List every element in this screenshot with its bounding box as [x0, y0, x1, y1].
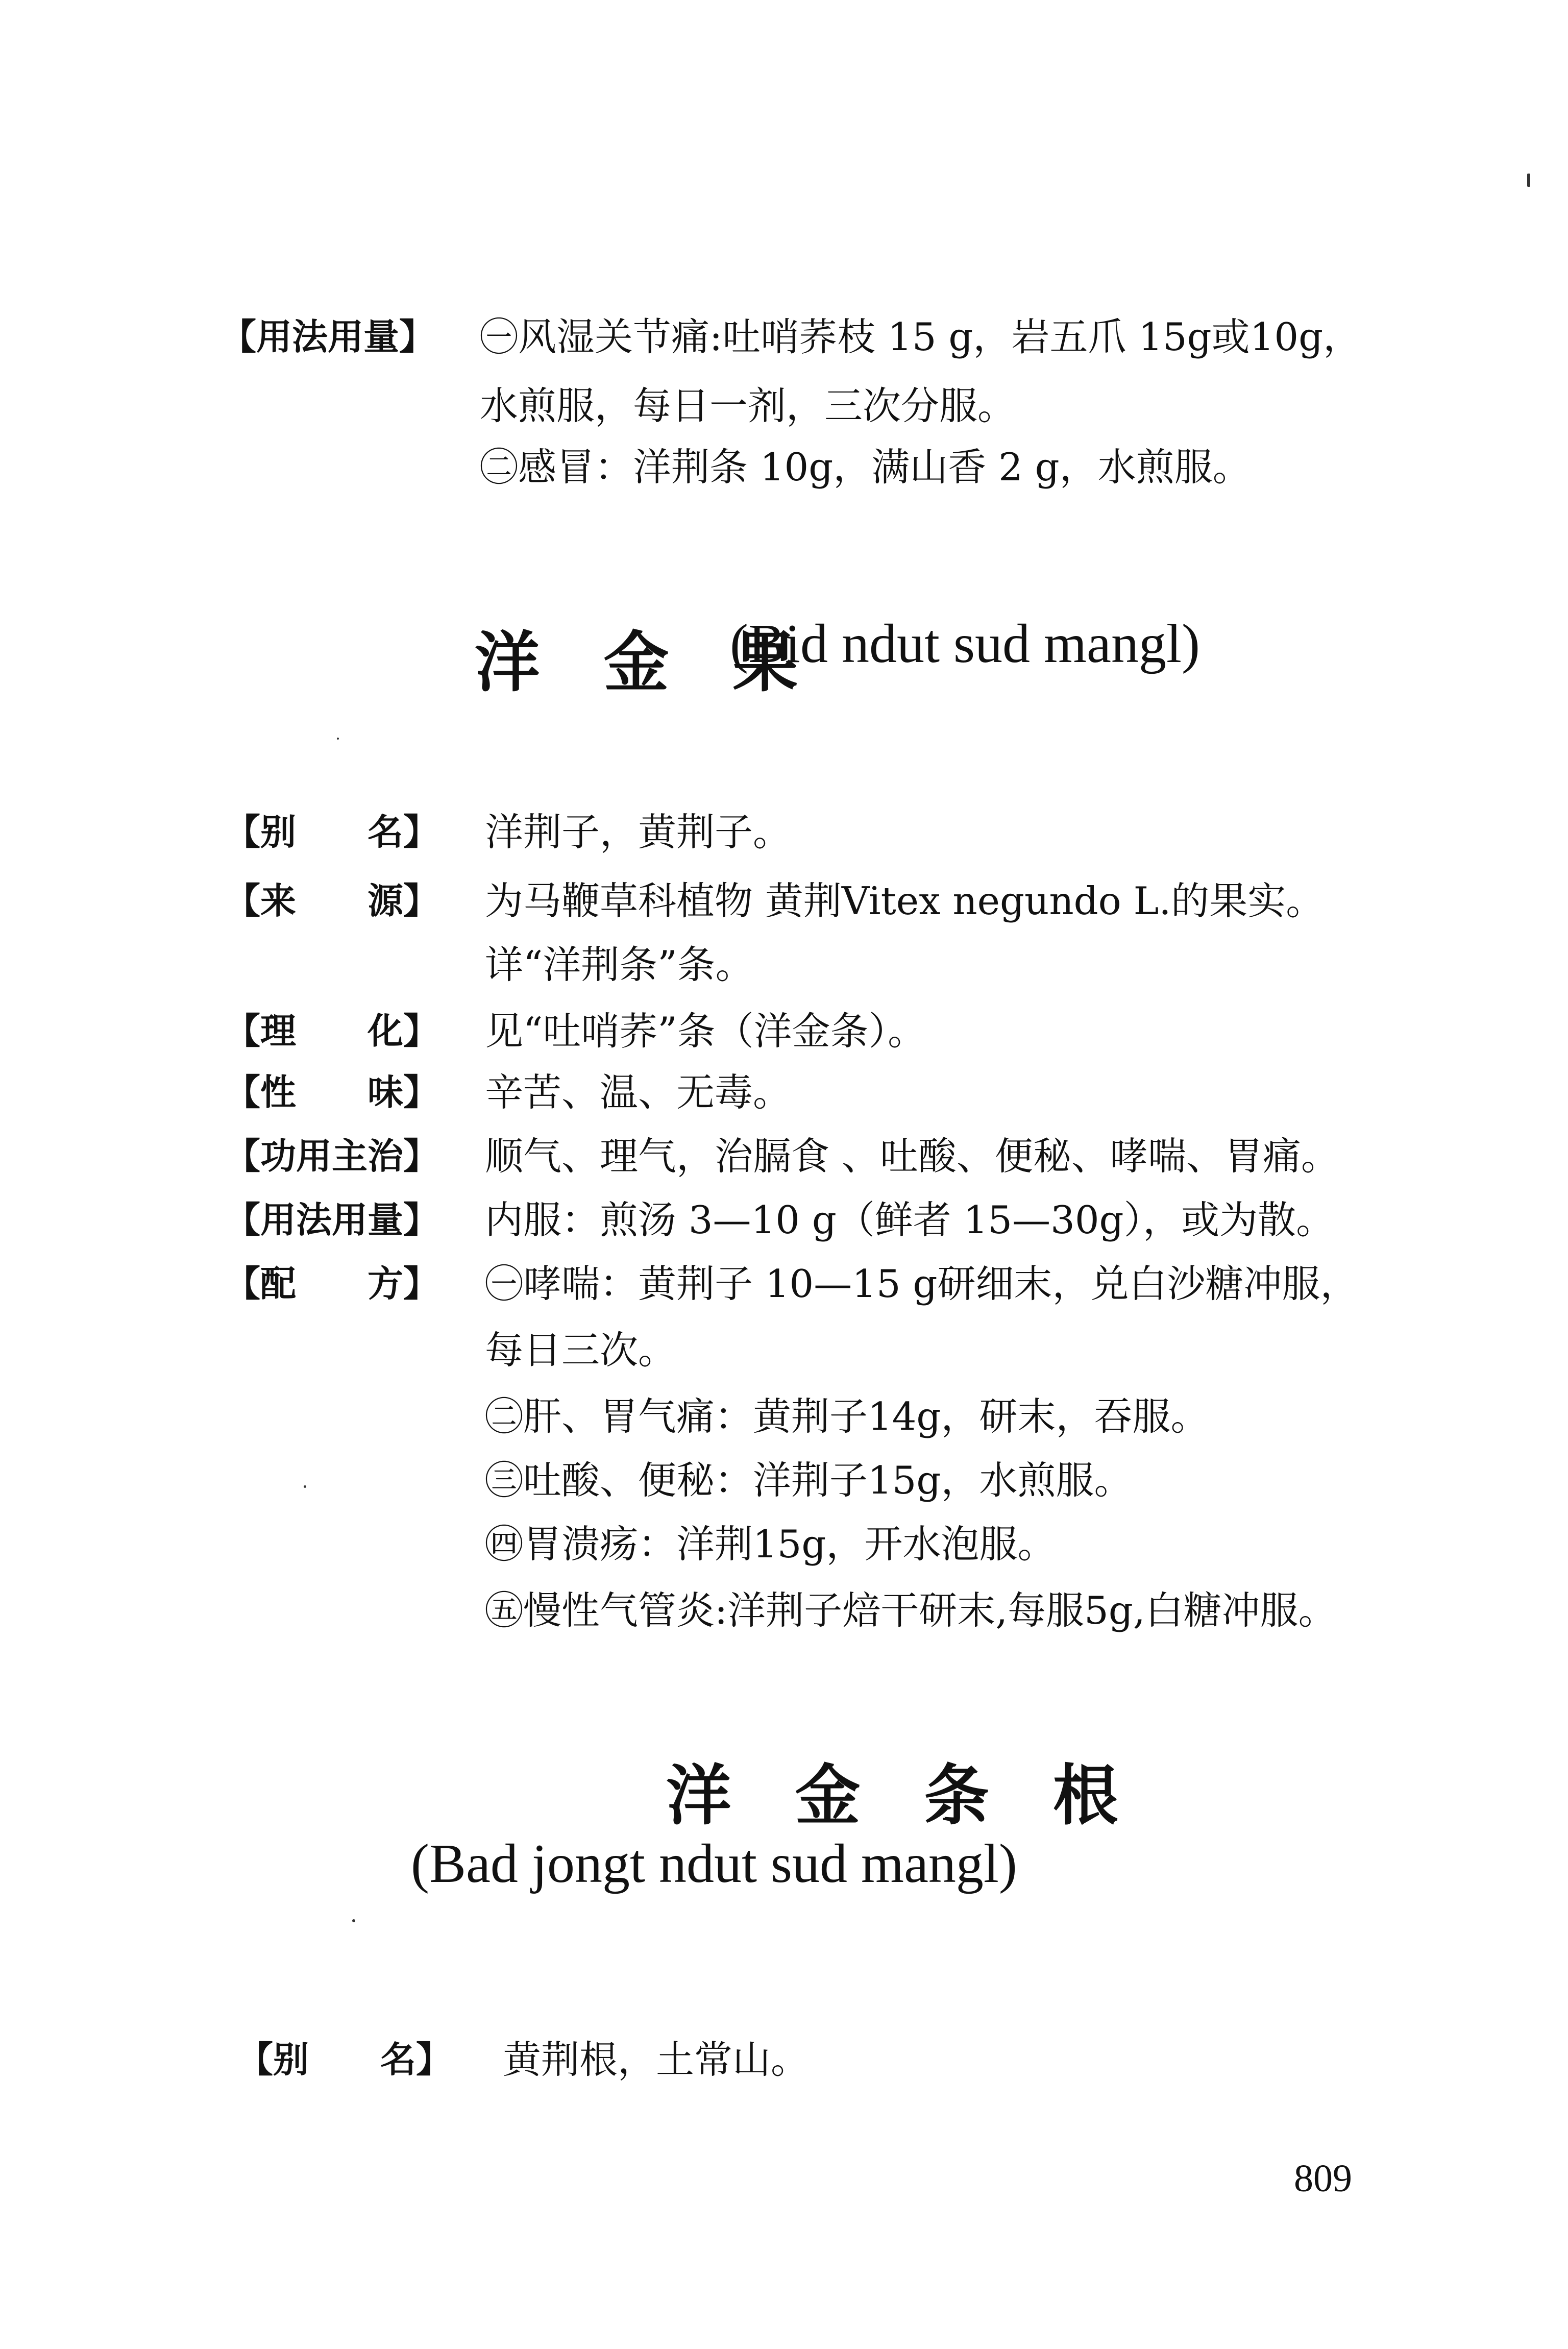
- entry1-formula-2: ㊁肝、胃气痛：黄荆子14g，研末，吞服。: [485, 1394, 1209, 1439]
- entry2-title-cn: 洋 金 条 根: [666, 1758, 1139, 1834]
- entry1-label-formula: 【配 方】: [225, 1263, 439, 1305]
- entry1-formula-1: ㊀哮喘：黄荆子 10—15 g研细末，兑白沙糖冲服，: [485, 1261, 1359, 1306]
- usage-line-1: ㊀风湿关节痛:吐哨荞枝 15 g，岩五爪 15g或10g，: [480, 314, 1362, 359]
- entry1-title-latin: (Bid ndut sud mangl): [730, 614, 1200, 674]
- entry2-label-alias: 【别 名】: [237, 2039, 452, 2081]
- page-number: 809: [1294, 2157, 1352, 2200]
- entry1-formula-5: ㊄慢性气管炎:洋荆子焙干研末,每服5g,白糖冲服。: [485, 1588, 1337, 1633]
- usage-label-top: 【用法用量】: [220, 316, 435, 358]
- entry1-label-function: 【功用主治】: [225, 1135, 439, 1177]
- entry1-text-function: 顺气、理气，治膈食 、吐酸、便秘、哮喘、胃痛。: [485, 1134, 1339, 1179]
- entry1-text-alias: 洋荆子，黄荆子。: [485, 810, 792, 854]
- entry1-label-source: 【来 源】: [225, 880, 439, 922]
- usage-line-2: 水煎服，每日一剂，三次分服。: [480, 383, 1016, 428]
- scan-speck: [337, 738, 339, 740]
- entry1-label-alias: 【别 名】: [225, 811, 439, 853]
- entry1-formula-3: ㊂吐酸、便秘：洋荆子15g，水煎服。: [485, 1458, 1133, 1503]
- entry1-formula-4: ㊃胃溃疡：洋荆15g，开水泡服。: [485, 1522, 1056, 1567]
- usage-line-3: ㊁感冒：洋荆条 10g，满山香 2 g，水煎服。: [480, 445, 1251, 490]
- entry1-label-usage: 【用法用量】: [225, 1199, 439, 1241]
- entry1-text-physchem: 见“吐哨荞”条（洋金条）。: [485, 1009, 926, 1054]
- entry1-text-usage: 内服：煎汤 3—10 g（鲜者 15—30g），或为散。: [485, 1197, 1335, 1242]
- entry1-title-cn: 洋 金 果: [475, 625, 819, 701]
- entry1-text-source: 为马鞭草科植物 黄荆Vitex negundo L.的果实。: [485, 878, 1325, 923]
- entry1-label-taste: 【性 味】: [225, 1071, 439, 1113]
- entry1-label-physchem: 【理 化】: [225, 1010, 439, 1052]
- entry1-formula-1-cont: 每日三次。: [485, 1328, 677, 1373]
- entry1-text-taste: 辛苦、温、无毒。: [485, 1070, 792, 1115]
- scan-speck: [1527, 174, 1530, 187]
- entry1-text-source-ref: 详“洋荆条”条。: [485, 942, 754, 987]
- scan-speck: [352, 1919, 355, 1922]
- entry2-title-latin: (Bad jongt ndut sud mangl): [411, 1833, 1017, 1894]
- entry2-text-alias: 黄荆根，土常山。: [503, 2037, 810, 2082]
- scan-speck: [304, 1485, 306, 1488]
